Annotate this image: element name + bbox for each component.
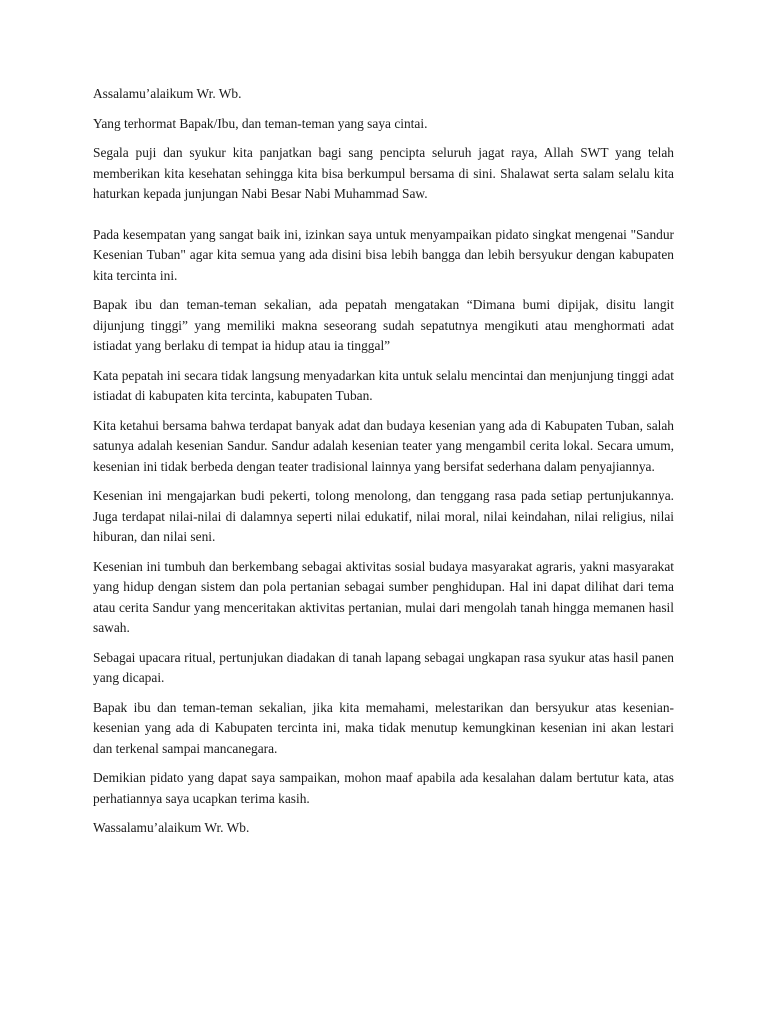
paragraph-sandur-agrarian: Kesenian ini tumbuh dan berkembang sebagai aktivitas sosial budaya masyarakat agraris, yakni masyarakat yang hidup dengan sistem dan pola pertanian sebagai sumber penghidupan. Hal ini dapat dilihat dari tema atau cerita Sandur yang menceritakan aktivitas pertanian, mulai dari mengolah tanah hingga memanen hasil sawah. [93, 558, 674, 635]
paragraph-proverb: Bapak ibu dan teman-teman sekalian, ada pepatah mengatakan “Dimana bumi dipijak, disitu langit dijunjung tinggi” yang memiliki makna seseorang sudah sepatutnya mengikuti atau menghormati adat istiadat yang berlaku di tempat ia hidup atau ia tinggal” [93, 297, 674, 353]
paragraph-sandur-values: Kesenian ini mengajarkan budi pekerti, tolong menolong, dan tenggang rasa pada setiap pertunjukannya. Juga terdapat nilai-nilai di dalamnya seperti nilai edukatif, nilai moral, nilai keindahan, nilai religius, nilai hiburan, dan nilai seni. [93, 488, 674, 544]
paragraph-closing-remarks: Demikian pidato yang dapat saya sampaikan, mohon maaf apabila ada kesalahan dalam bertutur kata, atas perhatiannya saya ucapkan terima kasih. [93, 770, 674, 806]
greeting-line: Yang terhormat Bapak/Ibu, dan teman-teman yang saya cintai. [93, 115, 428, 131]
paragraph-sandur-ritual: Sebagai upacara ritual, pertunjukan diadakan di tanah lapang sebagai ungkapan rasa syukur atas hasil panen yang dicapai. [93, 649, 674, 685]
paragraph-intro-praise: Segala puji dan syukur kita panjatkan bagi sang pencipta seluruh jagat raya, Allah SWT yang telah memberikan kita kesehatan sehingga kita bisa berkumpul bersama di sini. Shalawat serta salam selalu kita haturkan kepada junjungan Nabi Besar Nabi Muhammad Saw. [93, 145, 674, 201]
closing-salutation: Wassalamu’alaikum Wr. Wb. [93, 820, 250, 835]
paragraph-proverb-meaning: Kata pepatah ini secara tidak langsung menyadarkan kita untuk selalu mencintai dan menjunjung tinggi adat istiadat di kabupaten kita tercinta, kabupaten Tuban. [93, 367, 674, 403]
opening-salutation: Assalamu’alaikum Wr. Wb. [93, 86, 242, 101]
paragraph-preservation: Bapak ibu dan teman-teman sekalian, jika kita memahami, melestarikan dan bersyukur atas kesenian-kesenian yang ada di Kabupaten tercinta ini, maka tidak menutup kemungkinan kesenian ini akan lestari dan terkenal sampai mancanegara. [93, 699, 674, 756]
paragraph-topic: Pada kesempatan yang sangat baik ini, izinkan saya untuk menyampaikan pidato singkat mengenai "Sandur Kesenian Tuban" agar kita semua yang ada disini bisa lebih bangga dan lebih bersyukur dengan kabupaten kita tercinta ini. [93, 226, 674, 283]
paragraph-sandur-intro: Kita ketahui bersama bahwa terdapat banyak adat dan budaya kesenian yang ada di Kabupaten Tuban, salah satunya adalah kesenian Sandur. Sandur adalah kesenian teater yang mengambil cerita lokal. Secara umum, kesenian ini tidak berbeda dengan teater tradisional lainnya yang bersifat sederhana dalam penyajiannya. [93, 417, 674, 474]
document-page [93, 84, 674, 848]
